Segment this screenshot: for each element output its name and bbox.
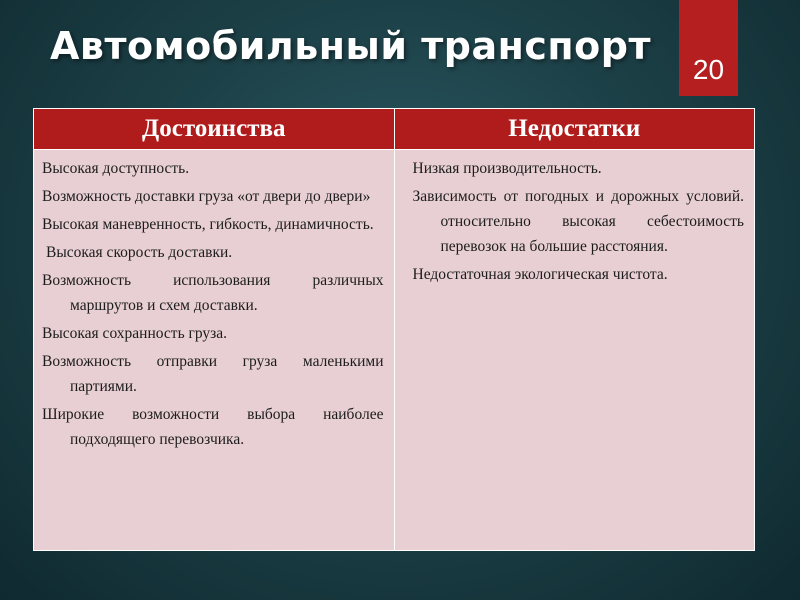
slide-title: Автомобильный транспорт (50, 24, 651, 68)
disadvantages-cell (394, 150, 755, 551)
advantage-item: Широкие возможности выбора наиболее подходящего перевозчика. (42, 406, 384, 448)
advantage-item: Высокая скорость доставки. (46, 244, 233, 261)
comparison-table (33, 108, 755, 551)
header-disadvantages: Недостатки (394, 109, 755, 150)
disadvantage-item: Зависимость от погодных и дорожных условий. относительно высокая себестоимость перевозок на большие расстояния. (412, 188, 744, 255)
table-header-row (34, 109, 755, 150)
page-number: 20 (692, 54, 725, 85)
disadvantage-item: Низкая производительность. (412, 160, 602, 177)
advantage-item: Высокая сохранность груза. (42, 325, 228, 342)
page-number-badge (679, 0, 738, 96)
advantage-item: Высокая доступность. (42, 160, 190, 177)
disadvantage-item: Недостаточная экологическая чистота. (412, 266, 668, 283)
advantages-cell (34, 150, 395, 551)
advantage-item: Возможность отправки груза маленькими партиями. (42, 353, 384, 395)
table-row (34, 150, 755, 551)
advantage-item: Высокая маневренность, гибкость, динамичность. (42, 216, 374, 233)
header-advantages: Достоинства (34, 109, 395, 150)
advantage-item: Возможность использования различных маршрутов и схем доставки. (42, 272, 384, 314)
advantage-item: Возможность доставки груза «от двери до двери» (42, 188, 371, 205)
